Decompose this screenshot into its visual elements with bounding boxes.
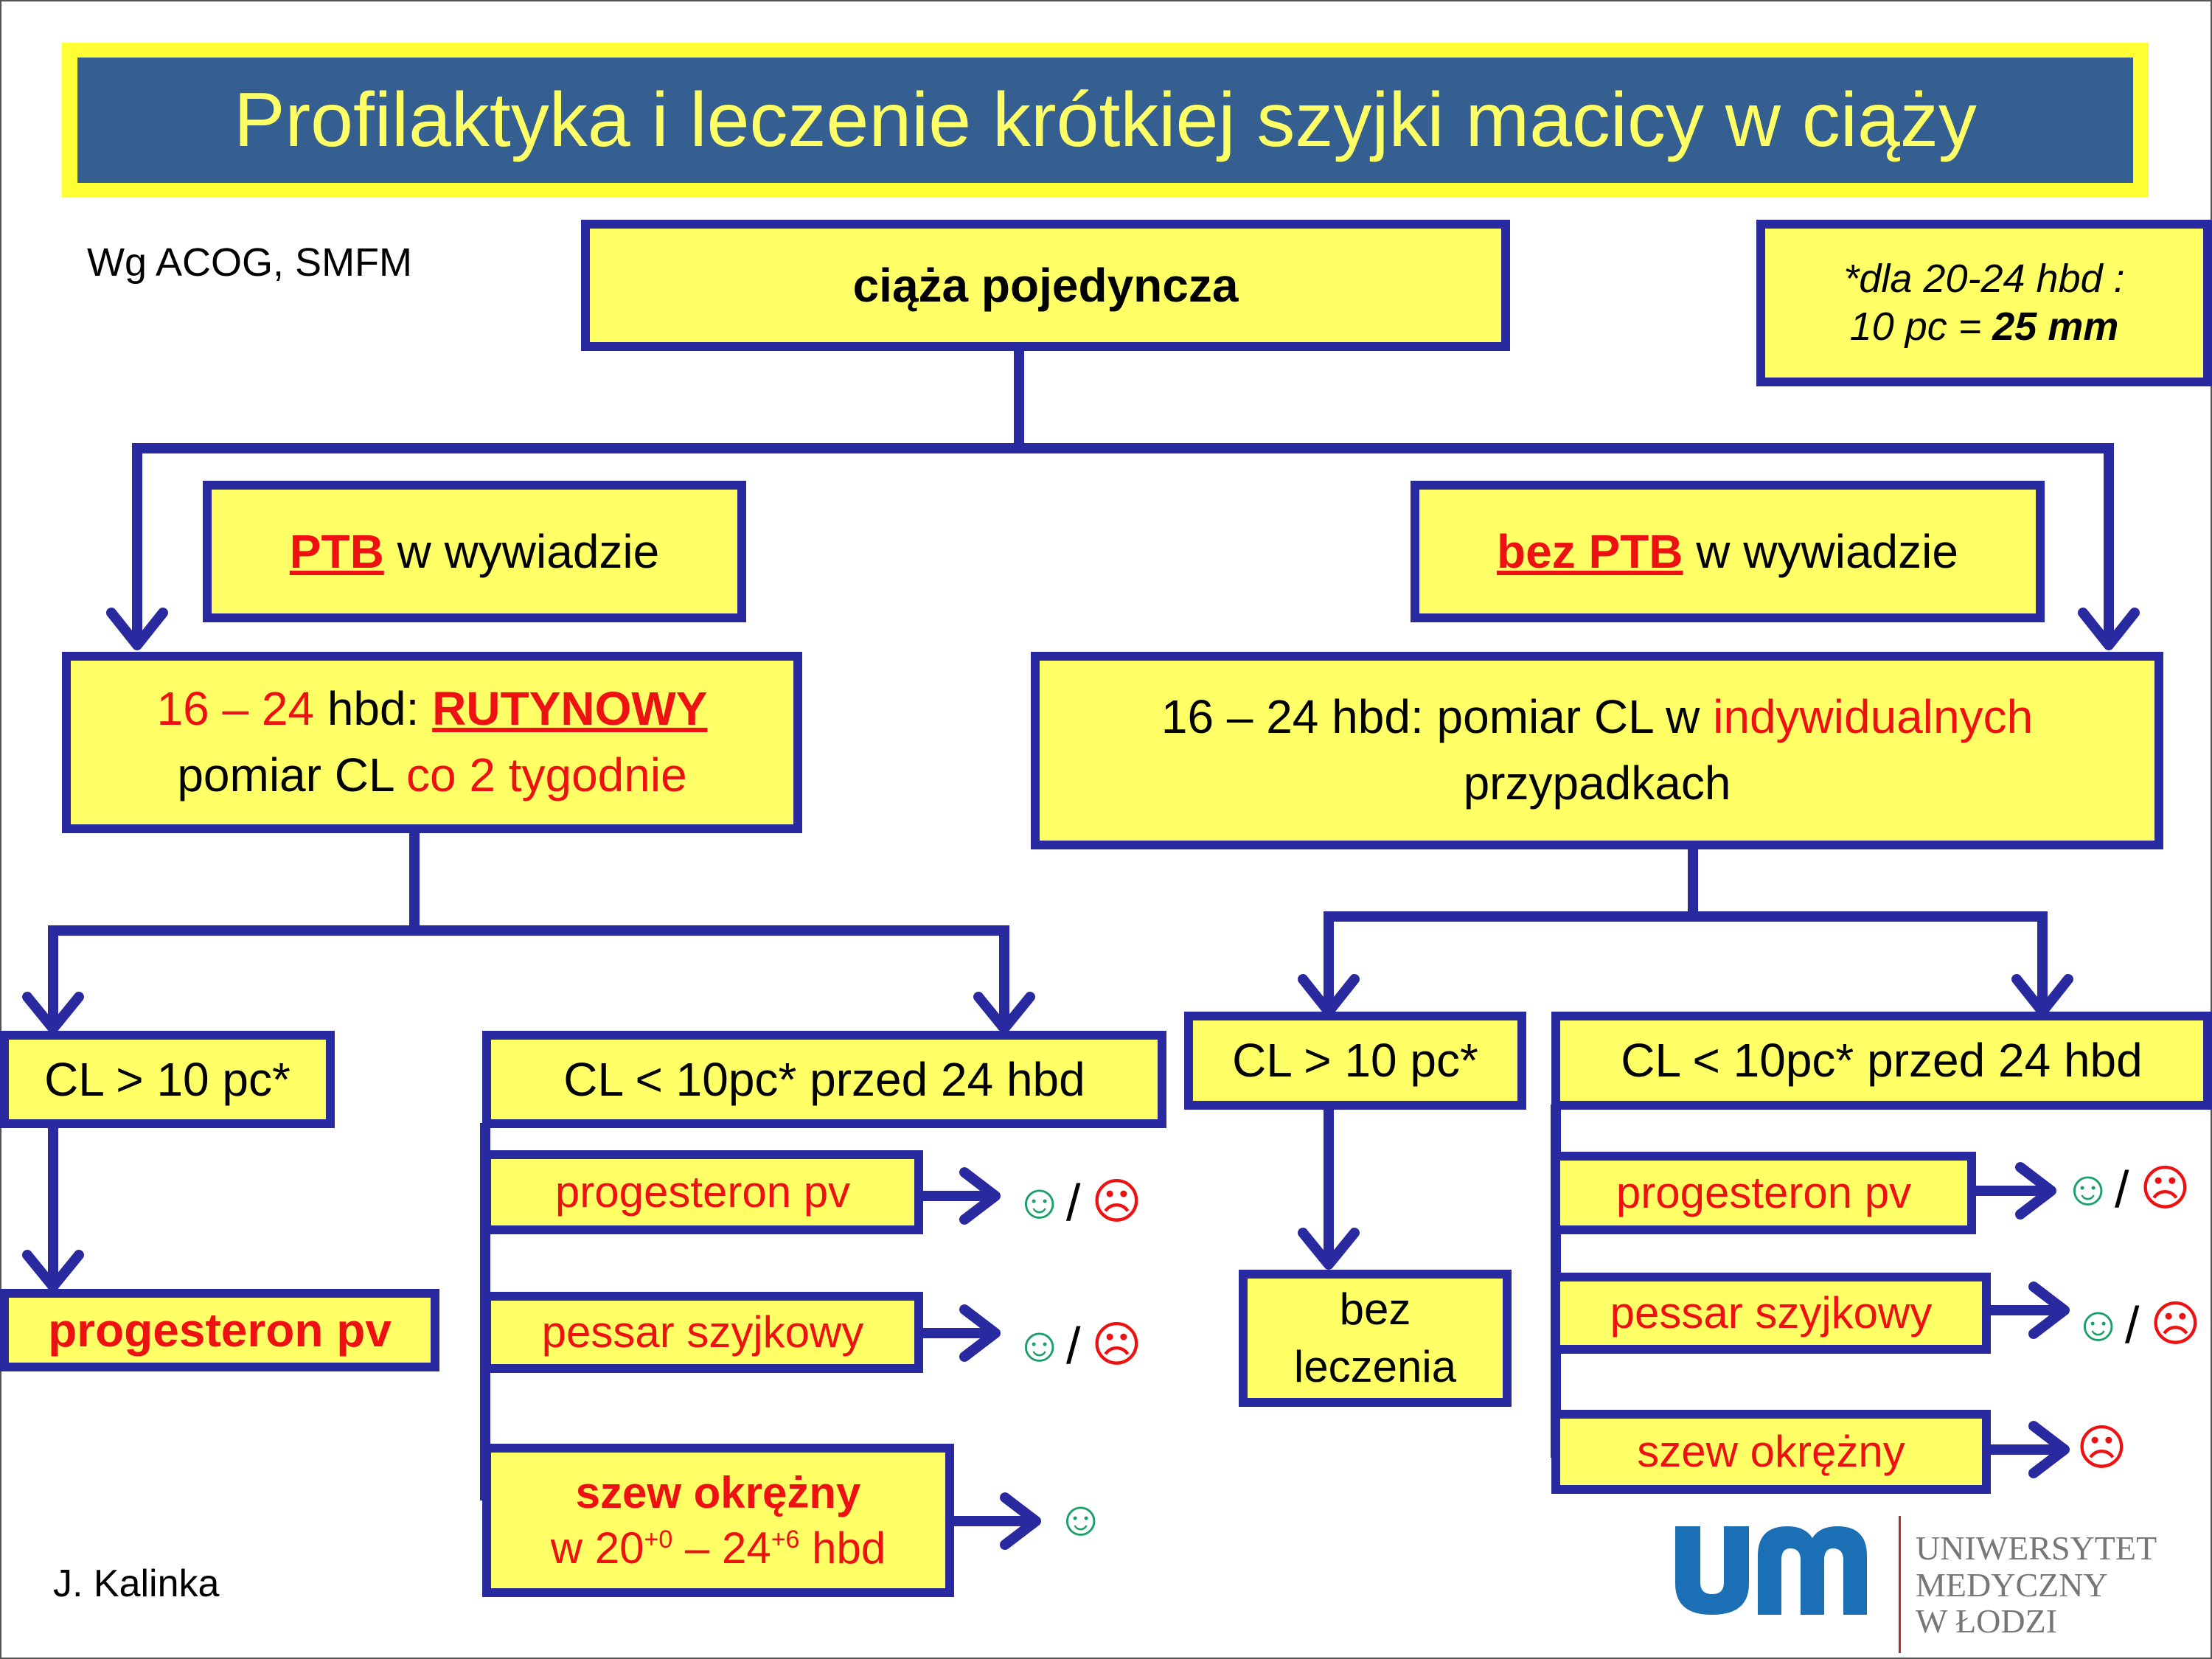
happy-face-icon: ☺ <box>2063 1161 2113 1215</box>
cerclage-title: szew okrężny <box>575 1468 861 1517</box>
sad-face-icon: ☹ <box>2150 1296 2201 1351</box>
left-cl-below-node: CL < 10pc* przed 24 hbd <box>482 1031 1166 1128</box>
root-node: ciąża pojedyncza <box>581 220 1510 351</box>
left-header-highlight: PTB <box>289 524 384 578</box>
left-option-pessar: pessar szyjkowy <box>482 1292 923 1373</box>
note-line-2: 10 pc = 25 mm <box>1849 305 2119 349</box>
right-cl-above-result: bez leczenia <box>1239 1270 1512 1407</box>
source-note: Wg ACOG, SMFM <box>87 240 413 285</box>
separator-slash: / <box>2125 1296 2140 1354</box>
left-option-progesteron: progesteron pv <box>482 1150 923 1234</box>
right-branch-header <box>1411 481 2045 622</box>
right-option-pessar: pessar szyjkowy <box>1551 1273 1991 1354</box>
sad-face-icon: ☹ <box>1091 1174 1142 1228</box>
happy-face-icon: ☺ <box>1015 1174 1065 1228</box>
left-cl-above-node: CL > 10 pc* <box>0 1031 335 1128</box>
logo-divider <box>1899 1516 1901 1653</box>
right-header-rest: w wywiadzie <box>1683 524 1958 578</box>
left-screening-node: 16 – 24 hbd: RUTYNOWY pomiar CL co 2 tygodnie <box>62 652 802 833</box>
university-logo-icon <box>1675 1526 1882 1615</box>
author-label: J. Kalinka <box>53 1562 220 1605</box>
note-line-1: *dla 20-24 hbd : <box>1843 257 2125 302</box>
right-cl-above-node: CL > 10 pc* <box>1184 1012 1526 1110</box>
right-header-highlight: bez PTB <box>1497 524 1683 578</box>
sad-face-icon: ☹ <box>2140 1161 2191 1215</box>
slide-title: Profilaktyka i leczenie krótkiej szyjki macicy w ciąży <box>77 58 2133 183</box>
right-cl-below-node: CL < 10pc* przed 24 hbd <box>1551 1012 2212 1110</box>
left-option-cerclage <box>482 1444 954 1597</box>
separator-slash: / <box>1066 1174 1081 1231</box>
cerclage-timing: w $20^{+0} - 24^{+6}$ hbd <box>550 1523 886 1573</box>
left-cl-above-result: progesteron pv <box>0 1289 439 1371</box>
separator-slash: / <box>2115 1161 2129 1218</box>
right-option-progesteron: progesteron pv <box>1551 1152 1976 1234</box>
right-screening-node: 16 – 24 hbd: pomiar CL w indywidualnych przypadkach <box>1031 652 2163 849</box>
left-branch-header <box>203 481 746 622</box>
sad-face-icon: ☹ <box>2076 1420 2127 1475</box>
left-header-rest: w wywiadzie <box>383 524 660 578</box>
happy-face-icon: ☺ <box>1056 1491 1106 1545</box>
right-option-cerclage: szew okrężny <box>1551 1410 1991 1494</box>
separator-slash: / <box>1066 1317 1081 1374</box>
university-name: UNIWERSYTET MEDYCZNY W ŁODZI <box>1916 1529 2157 1641</box>
happy-face-icon: ☺ <box>2073 1296 2124 1351</box>
happy-face-icon: ☺ <box>1015 1317 1065 1371</box>
sad-face-icon: ☹ <box>1091 1317 1142 1371</box>
